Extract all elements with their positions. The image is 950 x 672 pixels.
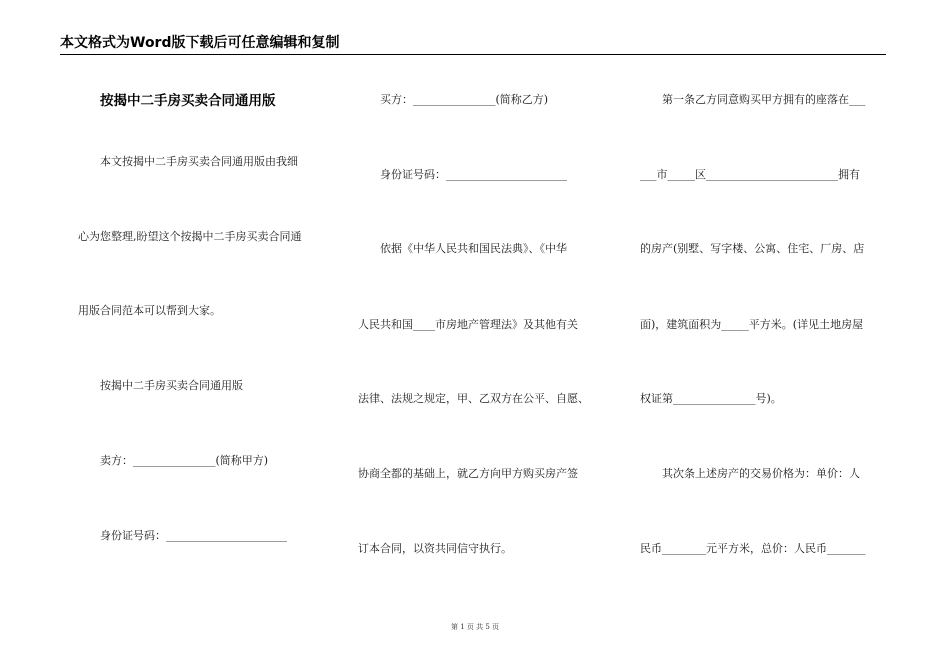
article-2-line: 其次条上述房产的交易价格为：单价：人 — [662, 467, 860, 480]
paragraph-line: 用版合同范本可以帮到大家。 — [78, 304, 221, 317]
seller-id-line: 身份证号码：______________________ — [100, 529, 287, 542]
buyer-line: 买方：_______________(简称乙方) — [380, 93, 549, 106]
text-column-3 — [640, 0, 890, 672]
document-title: 按揭中二手房买卖合同通用版 — [100, 93, 276, 109]
paragraph-line: 心为您整理,盼望这个按揭中二手房买卖合同通 — [78, 230, 302, 243]
text-column-2 — [358, 0, 610, 672]
buyer-id-line: 身份证号码：______________________ — [380, 168, 567, 181]
paragraph-line: 民币________元平方米，总价：人民币_______ — [640, 542, 866, 555]
paragraph-line: 本文按揭中二手房买卖合同通用版由我细 — [100, 155, 298, 168]
paragraph-line: 人民共和国____市房地产管理法》及其他有关 — [358, 318, 578, 331]
header-title: 本文格式为Word版下载后可任意编辑和复制 — [60, 35, 340, 51]
paragraph-line: 订本合同，以资共同信守执行。 — [358, 542, 512, 555]
paragraph-line: 依据《中华人民共和国民法典》、《中华 — [380, 242, 567, 255]
paragraph-line: 的房产(别墅、写字楼、公寓、住宅、厂房、店 — [640, 242, 865, 255]
page-number: 第 1 页 共 5 页 — [450, 623, 500, 631]
section-heading: 按揭中二手房买卖合同通用版 — [100, 379, 243, 392]
paragraph-line: 法律、法规之规定，甲、乙双方在公平、自愿、 — [358, 392, 589, 405]
article-1-line: 第一条乙方同意购买甲方拥有的座落在___ — [662, 93, 866, 106]
text-column-1 — [78, 0, 330, 672]
paragraph-line: 协商全都的基础上，就乙方向甲方购买房产签 — [358, 467, 578, 480]
paragraph-line: 面)，建筑面积为_____平方米。(详见土地房屋 — [640, 318, 864, 331]
paragraph-line: 权证第_______________号)。 — [640, 392, 782, 405]
paragraph-line: ___市_____区________________________拥有 — [640, 168, 860, 181]
seller-line: 卖方：_______________(简称甲方) — [100, 454, 269, 467]
